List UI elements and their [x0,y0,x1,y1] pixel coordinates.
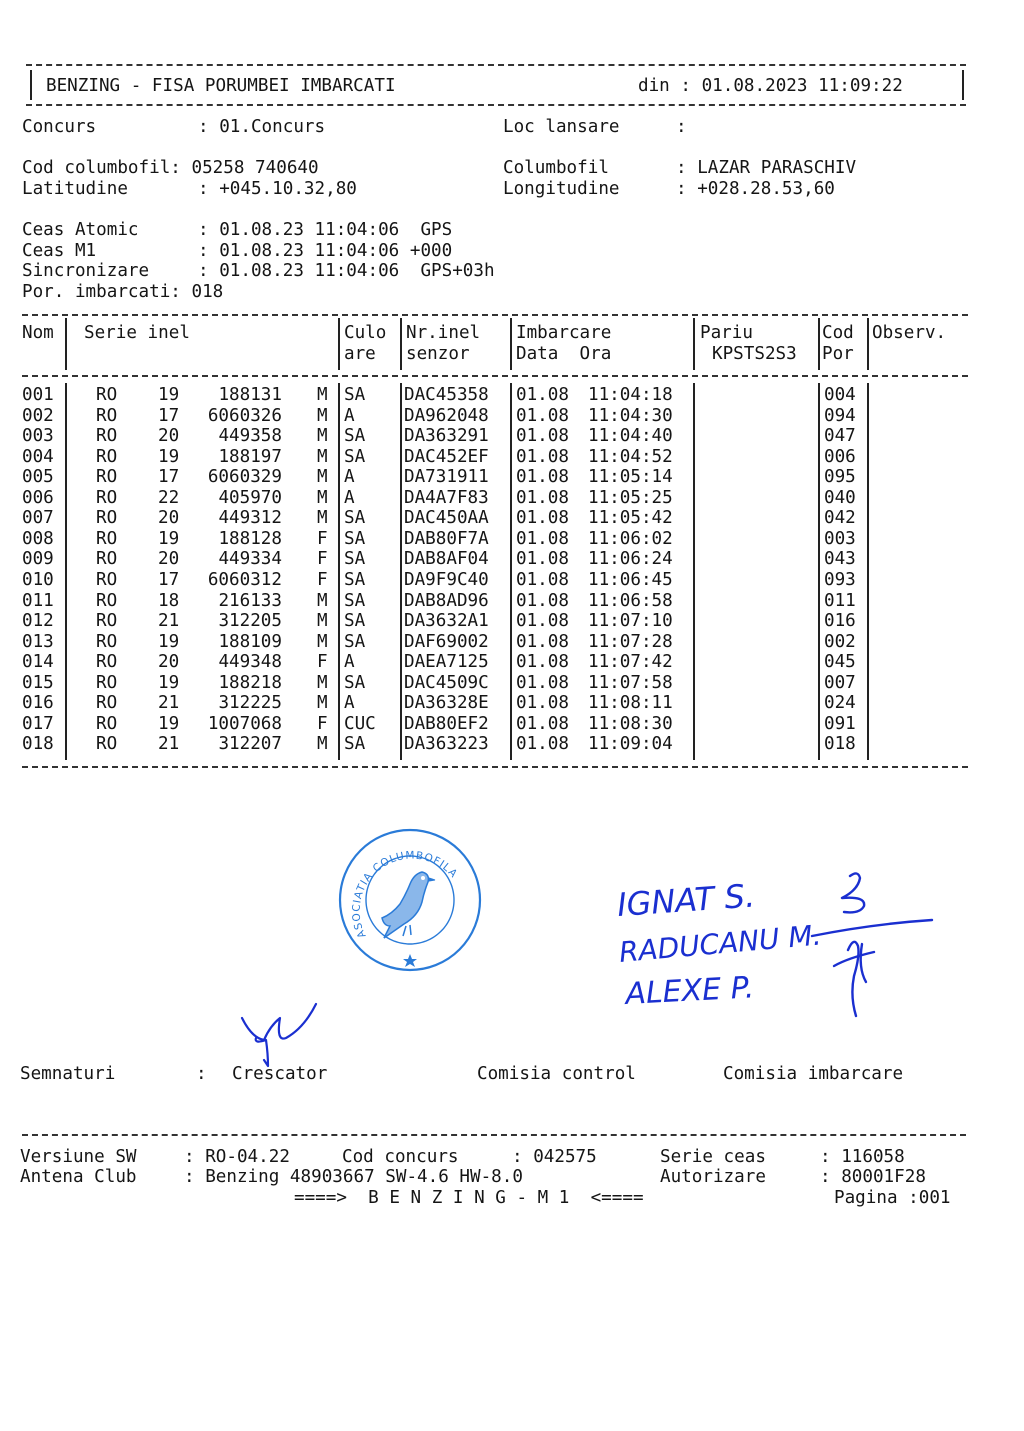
table-header-rule [22,375,968,377]
cell-an: 19 [158,528,180,549]
cell-tara: RO [96,734,118,755]
cell-senzor: DAC4509C [404,672,489,693]
cell-tara: RO [96,385,118,405]
cell-tara: RO [96,528,118,549]
cell-cod: 024 [824,693,856,714]
col-header-pariu-2: KPSTS2S3 [712,344,797,364]
concurs-row [22,117,96,138]
sincronizare-label: Sincronizare [22,261,150,281]
cell-ora: 11:07:10 [588,611,673,632]
cell-data: 01.08 [516,426,569,447]
cell-sex: F [317,569,328,590]
cell-data: 01.08 [516,734,569,755]
column-divider [818,318,820,370]
cell-nom: 007 [22,508,54,529]
cell-cod: 093 [824,569,856,590]
cell-cod: 003 [824,528,856,549]
cell-nom: 009 [22,549,54,570]
col-header-nom: Nom [22,323,54,343]
cell-senzor: DAC45358 [404,385,489,405]
cell-culoare: SA [344,672,366,693]
cell-culoare: SA [344,446,366,467]
cell-nom: 002 [22,405,54,426]
versiune-label: Versiune SW [20,1147,137,1167]
cell-an: 18 [158,590,180,611]
por-imbarcati: Por. imbarcati: 018 [22,282,224,302]
cell-an: 20 [158,549,180,570]
cell-nr: 6060329 [207,467,282,488]
cell-sex: M [317,693,328,714]
cell-data: 01.08 [516,611,569,632]
cell-an: 21 [158,693,180,714]
cell-tara: RO [96,549,118,570]
autorizare-value: : 80001F28 [820,1167,926,1187]
cell-ora: 11:04:18 [588,385,673,405]
latitudine-label: Latitudine [22,179,128,199]
cell-nr: 449334 [218,549,282,570]
cell-nom: 018 [22,734,54,755]
cell-sex: M [317,385,328,405]
cell-nr: 188109 [218,631,282,652]
cell-data: 01.08 [516,631,569,652]
column-divider [693,318,695,370]
cell-nom: 011 [22,590,54,611]
cell-culoare: A [344,652,355,673]
cell-an: 20 [158,652,180,673]
column-divider [510,318,512,370]
cell-nr: 449348 [218,652,282,673]
col-header-culoare-2: are [344,344,376,364]
pigeon-icon [382,872,435,938]
cell-cod: 016 [824,611,856,632]
commission-name-1: IGNAT S. [615,876,757,924]
cell-tara: RO [96,405,118,426]
cell-sex: M [317,426,328,447]
cell-senzor: DAEA7125 [404,652,489,673]
cell-tara: RO [96,631,118,652]
benzing-banner: ====> B E N Z I N G - M 1 <==== [294,1188,644,1208]
title-left-border [30,70,32,100]
cell-data: 01.08 [516,508,569,529]
signatures-colon: : [196,1064,207,1084]
comisia-imbarcare-label: Comisia imbarcare [723,1064,904,1084]
cell-nom: 010 [22,569,54,590]
cell-tara: RO [96,508,118,529]
cell-sex: M [317,734,328,755]
cell-cod: 045 [824,652,856,673]
cell-culoare: A [344,405,355,426]
cell-sex: F [317,528,328,549]
table-top-rule [22,314,968,316]
cell-tara: RO [96,487,118,508]
cell-culoare: SA [344,549,366,570]
serie-ceas-value: : 116058 [820,1147,905,1167]
cell-nom: 017 [22,713,54,734]
loc-lansare-label: Loc lansare [503,117,620,137]
cell-senzor: DAC452EF [404,446,489,467]
cell-senzor: DA9F9C40 [404,569,489,590]
concurs-value: : 01.Concurs [198,117,326,137]
serie-ceas-label: Serie ceas [660,1147,766,1167]
columbofil-value: : LAZAR PARASCHIV [676,158,857,178]
cell-ora: 11:05:42 [588,508,673,529]
cell-cod: 006 [824,446,856,467]
cell-an: 20 [158,426,180,447]
col-header-pariu: Pariu [700,323,753,343]
column-divider [400,383,402,760]
cell-an: 20 [158,508,180,529]
cell-nom: 003 [22,426,54,447]
cell-data: 01.08 [516,713,569,734]
cell-tara: RO [96,693,118,714]
column-divider [65,318,67,370]
cell-sex: F [317,549,328,570]
antena-value: : Benzing 48903667 SW-4.6 HW-8.0 [184,1167,523,1187]
col-header-data-ora: Data Ora [516,344,612,364]
cell-senzor: DAB80EF2 [404,713,489,734]
cell-sex: M [317,467,328,488]
ceas-atomic-value: : 01.08.23 11:04:06 GPS [198,220,453,240]
cell-nom: 006 [22,487,54,508]
cell-culoare: SA [344,426,366,447]
cell-senzor: DA36328E [404,693,489,714]
cell-nr: 312225 [218,693,282,714]
date-label: din : 01.08.2023 11:09:22 [638,76,903,96]
cell-an: 19 [158,713,180,734]
cell-nom: 013 [22,631,54,652]
cell-tara: RO [96,446,118,467]
cell-an: 17 [158,467,180,488]
cell-tara: RO [96,569,118,590]
longitudine-value: : +028.28.53,60 [676,179,835,199]
cell-data: 01.08 [516,528,569,549]
cell-senzor: DAB80F7A [404,528,489,549]
cell-nr: 6060312 [207,569,282,590]
comisia-control-label: Comisia control [477,1064,636,1084]
cell-tara: RO [96,426,118,447]
cell-nom: 015 [22,672,54,693]
cell-nr: 312207 [218,734,282,755]
col-header-cod: Cod [822,323,854,343]
cell-cod: 007 [824,672,856,693]
page-number: Pagina :001 [834,1188,951,1208]
cell-nr: 449312 [218,508,282,529]
cell-culoare: SA [344,385,366,405]
cell-tara: RO [96,713,118,734]
cell-cod: 042 [824,508,856,529]
cell-data: 01.08 [516,590,569,611]
cell-data: 01.08 [516,693,569,714]
ceas-atomic-label: Ceas Atomic [22,220,139,240]
document-title: BENZING - FISA PORUMBEI IMBARCATI [46,76,396,96]
cell-nr: 188131 [218,385,282,405]
cell-ora: 11:06:02 [588,528,673,549]
cell-ora: 11:06:45 [588,569,673,590]
cell-sex: M [317,672,328,693]
cell-data: 01.08 [516,467,569,488]
cell-cod: 018 [824,734,856,755]
signatures-label: Semnaturi [20,1064,116,1084]
cell-senzor: DA962048 [404,405,489,426]
commission-name-3: ALEXE P. [624,970,755,1012]
cell-cod: 040 [824,487,856,508]
signature-scribble-1 [842,873,864,912]
cell-sex: M [317,590,328,611]
cell-culoare: SA [344,569,366,590]
cell-nom: 014 [22,652,54,673]
cell-nr: 188128 [218,528,282,549]
cell-culoare: CUC [344,713,376,734]
title-right-border [962,70,964,100]
column-divider [510,383,512,760]
ceas-m1-label: Ceas M1 [22,241,97,261]
longitudine-label: Longitudine [503,179,620,199]
cell-an: 17 [158,405,180,426]
cell-sex: F [317,652,328,673]
cell-senzor: DA363291 [404,426,489,447]
cell-sex: F [317,713,328,734]
autorizare-label: Autorizare [660,1167,766,1187]
col-header-serie: Serie inel [84,323,190,343]
column-divider [867,318,869,370]
cell-ora: 11:05:25 [588,487,673,508]
sincronizare-value: : 01.08.23 11:04:06 GPS+03h [198,261,495,281]
cell-an: 21 [158,734,180,755]
cell-data: 01.08 [516,487,569,508]
cell-an: 19 [158,631,180,652]
cell-cod: 011 [824,590,856,611]
cell-data: 01.08 [516,405,569,426]
col-header-nrinel-2: senzor [406,344,470,364]
cell-senzor: DA4A7F83 [404,487,489,508]
title-top-border [26,64,966,66]
cell-sex: M [317,405,328,426]
cell-nr: 188218 [218,672,282,693]
cell-nr: 216133 [218,590,282,611]
cell-nr: 405970 [218,487,282,508]
concurs-label: Concurs [22,117,97,137]
col-header-nrinel: Nr.inel [406,323,481,343]
col-header-cod-2: Por [822,344,854,364]
cell-nr: 1007068 [207,713,282,734]
cell-culoare: A [344,693,355,714]
cell-tara: RO [96,467,118,488]
column-divider [338,383,340,760]
cell-senzor: DA363223 [404,734,489,755]
cell-cod: 091 [824,713,856,734]
column-divider [400,318,402,370]
cell-sex: M [317,446,328,467]
cell-nom: 012 [22,611,54,632]
cell-ora: 11:07:28 [588,631,673,652]
cell-an: 19 [158,385,180,405]
latitudine-value: : +045.10.32,80 [198,179,357,199]
cell-culoare: SA [344,508,366,529]
cell-data: 01.08 [516,446,569,467]
cell-cod: 043 [824,549,856,570]
cell-an: 19 [158,446,180,467]
ceas-m1-value: : 01.08.23 11:04:06 +000 [198,241,453,261]
cell-ora: 11:06:58 [588,590,673,611]
cell-ora: 11:04:30 [588,405,673,426]
col-header-culoare: Culo [344,323,387,343]
cod-columbofil: Cod columbofil: 05258 740640 [22,158,319,178]
cell-tara: RO [96,611,118,632]
col-header-observ: Observ. [872,323,947,343]
print-date: 01.08.2023 11:09:22 [701,76,903,96]
cell-nom: 016 [22,693,54,714]
cell-nr: 188197 [218,446,282,467]
crescator-label: Crescator [232,1064,328,1084]
column-divider [867,383,869,760]
column-divider [65,383,67,760]
cell-cod: 047 [824,426,856,447]
commission-name-2: RADUCANU M. [617,918,823,969]
cell-culoare: A [344,487,355,508]
cell-sex: M [317,508,328,529]
cell-ora: 11:08:30 [588,713,673,734]
breeder-signature [232,1000,332,1070]
cell-culoare: A [344,467,355,488]
cell-culoare: SA [344,528,366,549]
cell-culoare: SA [344,611,366,632]
cod-concurs-label: Cod concurs [342,1147,459,1167]
cell-senzor: DA3632A1 [404,611,489,632]
association-stamp [336,826,484,974]
cell-data: 01.08 [516,569,569,590]
cell-culoare: SA [344,590,366,611]
stamp-text: ASOCIATIA COLUMBOFILA [350,849,460,940]
cell-ora: 11:04:52 [588,446,673,467]
cell-nr: 449358 [218,426,282,447]
cell-senzor: DAB8AF04 [404,549,489,570]
cell-sex: M [317,611,328,632]
cell-culoare: SA [344,631,366,652]
cell-an: 17 [158,569,180,590]
cell-senzor: DAB8AD96 [404,590,489,611]
cell-ora: 11:07:42 [588,652,673,673]
cell-cod: 094 [824,405,856,426]
star-icon [403,954,417,967]
cell-ora: 11:04:40 [588,426,673,447]
cell-ora: 11:05:14 [588,467,673,488]
cell-nr: 6060326 [207,405,282,426]
cell-ora: 11:09:04 [588,734,673,755]
cell-sex: M [317,487,328,508]
cell-data: 01.08 [516,672,569,693]
cell-cod: 004 [824,385,856,405]
cell-sex: M [317,631,328,652]
versiune-value: : RO-04.22 [184,1147,290,1167]
cell-culoare: SA [344,734,366,755]
cell-nr: 312205 [218,611,282,632]
cell-nom: 001 [22,385,54,405]
column-divider [338,318,340,370]
cell-ora: 11:06:24 [588,549,673,570]
cell-nom: 004 [22,446,54,467]
cell-tara: RO [96,672,118,693]
cell-ora: 11:07:58 [588,672,673,693]
table-bottom-rule [22,766,968,768]
columbofil-label: Columbofil [503,158,609,178]
cell-an: 22 [158,487,180,508]
cell-cod: 002 [824,631,856,652]
cell-nom: 005 [22,467,54,488]
footer-rule [22,1134,966,1136]
cell-senzor: DA731911 [404,467,489,488]
cell-an: 21 [158,611,180,632]
cell-nom: 008 [22,528,54,549]
antena-label: Antena Club [20,1167,137,1187]
cell-cod: 095 [824,467,856,488]
column-divider [818,383,820,760]
cell-data: 01.08 [516,385,569,405]
cell-tara: RO [96,590,118,611]
cell-senzor: DAC450AA [404,508,489,529]
cell-data: 01.08 [516,652,569,673]
commission-signatures [612,858,942,1028]
title-bottom-border [26,104,966,106]
cell-senzor: DAF69002 [404,631,489,652]
column-divider [693,383,695,760]
cod-concurs-value: : 042575 [512,1147,597,1167]
col-header-imbarcare: Imbarcare [516,323,612,343]
cell-an: 19 [158,672,180,693]
cell-ora: 11:08:11 [588,693,673,714]
cell-tara: RO [96,652,118,673]
cell-data: 01.08 [516,549,569,570]
loc-lansare-value: : [676,117,698,137]
